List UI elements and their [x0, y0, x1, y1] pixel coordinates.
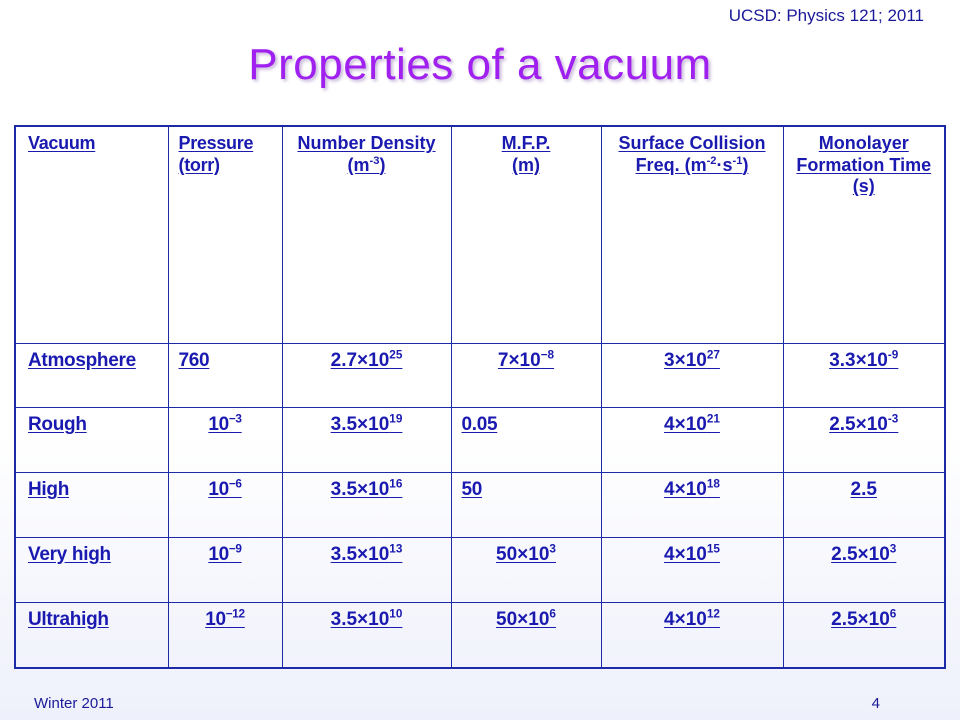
table-header-row — [15, 126, 945, 343]
table-row — [15, 473, 945, 538]
cell-monolayer-time: $2.5\times 10^3$ — [783, 537, 945, 602]
header-mfp-line1: M.F.P. — [501, 133, 551, 153]
cell-monolayer-time: $3.3\times 10^{-9}$ — [783, 343, 945, 408]
table-row — [15, 537, 945, 602]
cell-mfp: 50 — [451, 473, 601, 538]
header-monolayer — [783, 126, 945, 343]
header-collision-line2: Freq. $(m^{-2}\cdot s^{-1})$ — [635, 154, 749, 175]
cell-surface-collision: $4\times 10^{21}$ — [601, 408, 783, 473]
cell-number-density: $3.5\times 10^{19}$ — [282, 408, 451, 473]
cell-mfp: $7\times 10^{-8}$ — [451, 343, 601, 408]
table-row — [15, 602, 945, 668]
header-vacuum — [15, 126, 168, 343]
cell-monolayer-time: $2.5\times 10^6$ — [783, 602, 945, 668]
cell-surface-collision: $4\times 10^{12}$ — [601, 602, 783, 668]
cell-mfp: $50\times 10^6$ — [451, 602, 601, 668]
cell-number-density: $2.7\times 10^{25}$ — [282, 343, 451, 408]
cell-surface-collision: $4\times 10^{18}$ — [601, 473, 783, 538]
cell-number-density: $3.5\times 10^{10}$ — [282, 602, 451, 668]
cell-mfp: $50\times 10^3$ — [451, 537, 601, 602]
cell-surface-collision: $3\times 10^{27}$ — [601, 343, 783, 408]
cell-vacuum-type: Atmosphere — [15, 343, 168, 408]
header-pressure-line1: Pressure — [178, 133, 254, 153]
header-pressure-line2: (torr) — [178, 154, 220, 175]
header-vacuum-label: Vacuum — [28, 133, 96, 153]
slide-title: Properties of a vacuum — [248, 40, 712, 89]
footer-term: Winter 2011 — [34, 695, 114, 712]
header-mfp — [451, 126, 601, 343]
cell-vacuum-type: Rough — [15, 408, 168, 473]
header-pressure — [168, 126, 282, 343]
cell-surface-collision: $4\times 10^{15}$ — [601, 537, 783, 602]
cell-number-density: $3.5\times 10^{13}$ — [282, 537, 451, 602]
cell-pressure: $10^{-12}$ — [168, 602, 282, 668]
cell-number-density: $3.5\times 10^{16}$ — [282, 473, 451, 538]
header-monolayer-label: Monolayer Formation Time (s) — [796, 133, 932, 197]
cell-pressure: 760 — [168, 343, 282, 408]
header-surface-collision — [601, 126, 783, 343]
table-row — [15, 343, 945, 408]
header-number-density — [282, 126, 451, 343]
vacuum-properties-table-container — [14, 125, 944, 669]
cell-mfp: 0.05 — [451, 408, 601, 473]
header-collision-line1: Surface Collision — [618, 133, 766, 153]
header-number-density-label: Number Density $(m^{-3})$ — [297, 133, 436, 175]
cell-vacuum-type: High — [15, 473, 168, 538]
table-body — [15, 343, 945, 668]
table-row — [15, 408, 945, 473]
cell-pressure: $10^{-9}$ — [168, 537, 282, 602]
cell-monolayer-time: 2.5 — [783, 473, 945, 538]
course-header: UCSD: Physics 121; 2011 — [728, 6, 924, 25]
cell-vacuum-type: Ultrahigh — [15, 602, 168, 668]
vacuum-properties-table — [14, 125, 946, 669]
cell-monolayer-time: $2.5\times 10^{-3}$ — [783, 408, 945, 473]
cell-pressure: $10^{-6}$ — [168, 473, 282, 538]
page-number: 4 — [871, 695, 880, 712]
cell-vacuum-type: Very high — [15, 537, 168, 602]
header-mfp-line2: (m) — [512, 154, 540, 175]
cell-pressure: $10^{-3}$ — [168, 408, 282, 473]
